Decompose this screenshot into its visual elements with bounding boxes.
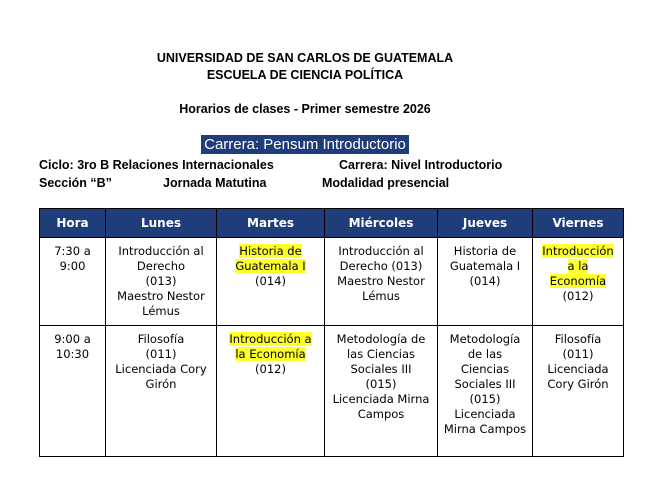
table-row bbox=[40, 238, 624, 326]
cell-line: de las bbox=[467, 347, 503, 361]
schedule-subtitle: Horarios de clases - Primer semestre 2026 bbox=[179, 102, 431, 116]
cell-line: Licenciada bbox=[454, 407, 516, 421]
cell-line: (014) bbox=[255, 274, 286, 288]
cell-line: Derecho (013) bbox=[339, 259, 423, 273]
school-title: ESCUELA DE CIENCIA POLÍTICA bbox=[206, 68, 404, 82]
cell-line: Girón bbox=[145, 377, 177, 391]
cell-line: 9:00 a bbox=[54, 332, 91, 346]
cell-line: (012) bbox=[255, 362, 286, 376]
class-cell bbox=[106, 326, 217, 457]
cell-line: Introducción al bbox=[118, 244, 204, 258]
cell-line: Guatemala I bbox=[449, 259, 521, 273]
cell-line: Ciencias bbox=[460, 362, 510, 376]
col-header-jueves: Jueves bbox=[438, 209, 533, 238]
cell-line: 10:30 bbox=[55, 347, 90, 361]
cell-line: Metodología bbox=[449, 332, 521, 346]
cell-line: Historia de bbox=[453, 244, 517, 258]
cell-line bbox=[219, 347, 322, 362]
col-header-viernes: Viernes bbox=[533, 209, 624, 238]
highlighted-text: Economía bbox=[549, 274, 607, 288]
col-header-miercoles: Miércoles bbox=[325, 209, 438, 238]
cell-line bbox=[535, 259, 621, 274]
class-cell bbox=[217, 238, 325, 326]
highlighted-text: Guatemala I bbox=[235, 259, 306, 273]
time-cell bbox=[40, 326, 106, 457]
header-row bbox=[40, 209, 624, 238]
cell-line: Introducción al bbox=[338, 244, 424, 258]
cell-line bbox=[219, 259, 322, 274]
cell-line: Derecho bbox=[136, 259, 186, 273]
class-cell bbox=[325, 238, 438, 326]
table-row bbox=[40, 326, 624, 457]
cell-line: (015) bbox=[469, 392, 501, 406]
university-title: UNIVERSIDAD DE SAN CARLOS DE GUATEMALA bbox=[156, 51, 454, 65]
class-cell bbox=[106, 238, 217, 326]
jornada-label: Jornada Matutina bbox=[163, 176, 267, 190]
highlighted-text: Historia de bbox=[239, 244, 302, 258]
class-cell bbox=[533, 326, 624, 457]
cell-line: Mirna Campos bbox=[443, 422, 527, 436]
cell-line bbox=[535, 244, 621, 259]
cell-line bbox=[219, 244, 322, 259]
col-header-martes: Martes bbox=[217, 209, 325, 238]
highlighted-text: Introducción a bbox=[229, 332, 312, 346]
carrera-banner bbox=[0, 136, 610, 154]
carrera-level-label: Carrera: Nivel Introductorio bbox=[339, 158, 503, 172]
cell-line: (012) bbox=[562, 289, 594, 303]
class-cell bbox=[217, 326, 325, 457]
highlighted-text: la Economía bbox=[235, 347, 306, 361]
cell-line: (013) bbox=[145, 274, 177, 288]
class-cell bbox=[325, 326, 438, 457]
seccion-label: Sección “B” bbox=[39, 176, 112, 190]
class-cell bbox=[533, 238, 624, 326]
cell-line: Maestro Nestor bbox=[117, 289, 205, 303]
cell-line: (011) bbox=[562, 347, 594, 361]
cell-line: Lémus bbox=[142, 304, 180, 318]
cell-line bbox=[219, 332, 322, 347]
cell-line: (014) bbox=[469, 274, 501, 288]
time-cell bbox=[40, 238, 106, 326]
cell-line: las Ciencias bbox=[346, 347, 416, 361]
modalidad-label: Modalidad presencial bbox=[322, 176, 450, 190]
highlighted-text: a la bbox=[567, 259, 589, 273]
class-cell bbox=[438, 238, 533, 326]
cell-line bbox=[535, 274, 621, 289]
cell-line: 7:30 a bbox=[54, 244, 91, 258]
highlighted-text: Introducción bbox=[542, 244, 614, 258]
ciclo-label: Ciclo: 3ro B Relaciones Internacionales bbox=[39, 158, 274, 172]
cell-line: (011) bbox=[145, 347, 177, 361]
carrera-banner-text: Carrera: Pensum Introductorio bbox=[201, 135, 409, 154]
cell-line: Metodología de bbox=[336, 332, 426, 346]
cell-line: 9:00 bbox=[59, 259, 86, 273]
cell-line: Sociales III bbox=[454, 377, 516, 391]
cell-line: (015) bbox=[365, 377, 397, 391]
col-header-lunes: Lunes bbox=[106, 209, 217, 238]
cell-line: Maestro Nestor bbox=[337, 274, 425, 288]
schedule-table bbox=[39, 208, 624, 457]
cell-line: Filosofía bbox=[554, 332, 602, 346]
col-header-hora: Hora bbox=[40, 209, 106, 238]
cell-line: Licenciada bbox=[547, 362, 609, 376]
cell-line: Sociales III bbox=[350, 362, 412, 376]
cell-line: Lémus bbox=[362, 289, 400, 303]
cell-line: Campos bbox=[357, 407, 405, 421]
cell-line: Filosofía bbox=[137, 332, 185, 346]
cell-line: Licenciada Cory bbox=[115, 362, 207, 376]
cell-line: Cory Girón bbox=[547, 377, 609, 391]
cell-line: Licenciada Mirna bbox=[332, 392, 430, 406]
class-cell bbox=[438, 326, 533, 457]
